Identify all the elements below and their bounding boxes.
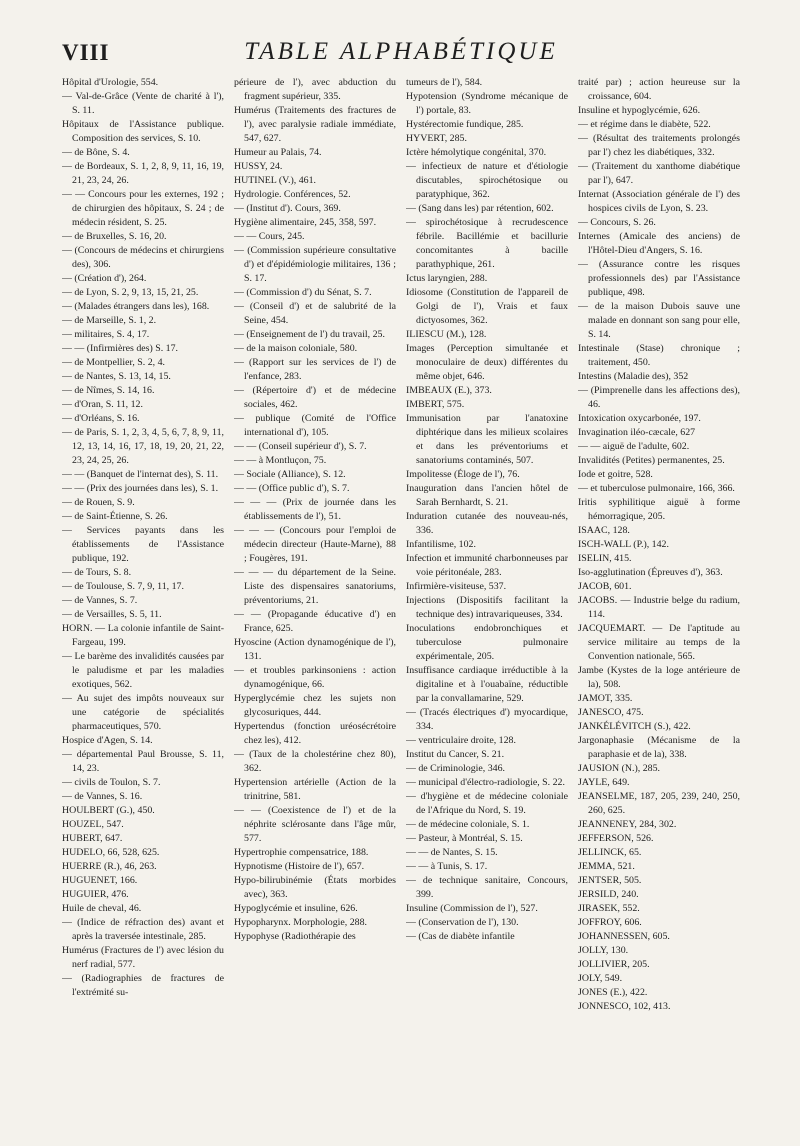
index-entry: — militaires, S. 4, 17. [62,329,150,340]
index-entry: — — (Infirmières des) S. 17. [62,343,179,354]
index-entry: Huile de cheval, 46. [62,903,142,914]
index-entry: JEANSELME, 187, 205, 239, 240, 250, 260, 625. [578,791,740,816]
index-entry: Hypertendus (fonction uréosécrétoire chez les), 412. [234,721,396,746]
index-entry: JEFFERSON, 526. [578,833,654,844]
page-number: VIII [62,40,110,65]
index-entry: IMBERT, 575. [406,399,465,410]
index-entry: — — à Montluçon, 75. [234,455,327,466]
index-entry: — de Vannes, S. 16. [62,791,143,802]
index-entry: Intestins (Maladie des), 352 [578,371,689,382]
index-entry: JAYLE, 649. [578,777,630,788]
index-entry: Hypnotisme (Histoire de l'), 657. [234,861,365,872]
index-entry: — (Résultat des traitements prolongés par l') chez les diabétiques, 332. [578,133,740,158]
index-entry: Images (Perception simultanée et monoculaire de deux) différentes du même objet, 646. [406,343,568,382]
index-entry: HUGUIER, 476. [62,889,129,900]
index-entry: — de médecine coloniale, S. 1. [406,819,530,830]
index-entry: — (Radiographies de fractures de l'extrémité su- [62,973,224,998]
index-entry: — de la maison Dubois sauve une malade en donnant son sang pour elle, S. 14. [578,301,740,340]
index-entry: — Sociale (Alliance), S. 12. [234,469,346,480]
index-entry: JOLY, 549. [578,973,623,984]
index-entry: Infantilisme, 102. [406,539,476,550]
index-entry: — spirochétosique à recrudescence fébrile. Bacillémie et bacillurie concomitantes à bacille parathyphique, 261. [406,217,568,270]
index-entry: — (Commission d') du Sénat, S. 7. [234,287,372,298]
index-entry: — (Pimprenelle dans les affections des), 46. [578,385,740,410]
index-columns [62,76,740,1136]
index-entry: — (Taux de la cholestérine chez 80), 362. [234,749,396,774]
index-entry: HUERRE (R.), 46, 263. [62,861,157,872]
index-entry: Hypertension artérielle (Action de la trinitrine, 581. [234,777,396,802]
index-entry: — de Vannes, S. 7. [62,595,138,606]
index-entry: — (Conseil d') et de salubrité de la Seine, 454. [234,301,396,326]
index-entry: HYVERT, 285. [406,133,467,144]
index-entry: JERSILD, 240. [578,889,639,900]
index-entry: JAUSION (N.), 285. [578,763,661,774]
index-entry: — de la maison coloniale, 580. [234,343,358,354]
index-column-4 [578,76,740,1136]
index-entry: — ventriculaire droite, 128. [406,735,516,746]
index-entry: Humérus (Fractures de l') avec lésion du nerf radial, 577. [62,945,224,970]
index-entry: — (Concours de médecins et chirurgiens des), 306. [62,245,224,270]
index-entry: — (Cas de diabète infantile [406,931,515,942]
index-entry: — de Toulouse, S. 7, 9, 11, 17. [62,581,184,592]
index-entry: Idiosome (Constitution de l'appareil de Golgi de l'), Vrais et faux dictyosomes, 362. [406,287,568,326]
index-entry: Jambe (Kystes de la loge antérieure de la), 508. [578,665,740,690]
index-entry: JONES (E.), 422. [578,987,648,998]
index-entry: HOULBERT (G.), 450. [62,805,155,816]
index-entry: — Val-de-Grâce (Vente de charité à l'), S. 11. [62,91,224,116]
index-entry: HORN. — La colonie infantile de Saint-Fargeau, 199. [62,623,224,648]
index-entry: — d'Orléans, S. 16. [62,413,140,424]
index-entry: — (Traitement du xanthome diabétique par l'), 647. [578,161,740,186]
index-entry: Inauguration dans l'ancien hôtel de Sarah Bernhardt, S. 21. [406,483,568,508]
index-entry: — Au sujet des impôts nouveaux sur une catégorie de spécialités pharmaceutiques, 570. [62,693,224,732]
index-entry: Humérus (Traitements des fractures de l'), avec paralysie radiale immédiate, 547, 627. [234,105,396,144]
index-entry: — (Création d'), 264. [62,273,147,284]
index-entry: — de Rouen, S. 9. [62,497,135,508]
index-entry: — civils de Toulon, S. 7. [62,777,161,788]
index-entry: Hypertrophie compensatrice, 188. [234,847,369,858]
index-entry: — (Conservation de l'), 130. [406,917,519,928]
index-entry: JACOB, 601. [578,581,632,592]
index-entry: — (Indice de réfraction des) avant et après la traversée intestinale, 285. [62,917,224,942]
index-entry: — (Commission supérieure consultative d') et d'épidémiologie militaires, 136 ; S. 17. [234,245,396,284]
index-entry: Hyperglycémie chez les sujets non glycosuriques, 444. [234,693,396,718]
index-entry: — de technique sanitaire, Concours, 399. [406,875,568,900]
index-entry: Infirmière-visiteuse, 537. [406,581,507,592]
index-entry: Jargonaphasie (Mécanisme de la paraphasie et de la), 338. [578,735,740,760]
index-entry: JONNESCO, 102, 413. [578,1001,671,1012]
index-entry: Iritis syphilitique aiguë à forme hémorragique, 205. [578,497,740,522]
index-entry: — de Bône, S. 4. [62,147,130,158]
index-entry: traité par) ; action heureuse sur la croissance, 604. [578,77,740,102]
index-entry: Infection et immunité charbonneuses par voie péritonéale, 283. [406,553,568,578]
index-entry: tumeurs de l'), 584. [406,77,483,88]
index-entry: Induration cutanée des nouveau-nés, 336. [406,511,568,536]
index-entry: Hydrologie. Conférences, 52. [234,189,351,200]
index-entry: — — — (Prix de journée dans les établissements de l'), 51. [234,497,396,522]
index-entry: Hypo-bilirubinémie (États morbides avec), 363. [234,875,396,900]
index-entry: — — de Nantes, S. 15. [406,847,498,858]
index-entry: — (Tracés électriques d') myocardique, 334. [406,707,568,732]
index-entry: — de Versailles, S. 5, 11. [62,609,162,620]
index-entry: — — Cours, 245. [234,231,305,242]
index-entry: JENTSER, 505. [578,875,642,886]
index-entry: Invalidités (Petites) permanentes, 25. [578,455,725,466]
index-entry: Internat (Association générale de l') des hospices civils de Lyon, S. 23. [578,189,740,214]
index-entry: JOLLY, 130. [578,945,629,956]
index-entry: — Services payants dans les établissements de l'Assistance publique, 192. [62,525,224,564]
index-entry: HOUZEL, 547. [62,819,124,830]
index-entry: JEMMA, 521. [578,861,635,872]
index-entry: Immunisation par l'anatoxine diphtérique dans les milieux scolaires et dans les préventoriums et sanatoriums contaminés, 507. [406,413,568,466]
index-entry: — de Nîmes, S. 14, 16. [62,385,155,396]
index-entry: JEANNENEY, 284, 302. [578,819,677,830]
index-entry: — — (Propagande éducative d') en France, 625. [234,609,396,634]
index-entry: Injections (Dispositifs facilitant la technique des) intravariqueuses, 334. [406,595,568,620]
index-entry: Hôpital d'Urologie, 554. [62,77,159,88]
index-entry: — Le barème des invalidités causées par le paludisme et par les maladies exotiques, 562. [62,651,224,690]
index-entry: Invagination iléo-cæcale, 627 [578,427,696,438]
index-entry: — d'hygiène et de médecine coloniale de l'Afrique du Nord, S. 19. [406,791,568,816]
index-entry: — départemental Paul Brousse, S. 11, 14, 23. [62,749,224,774]
index-entry: JELLINCK, 65. [578,847,642,858]
index-entry: — — (Prix des journées dans les), S. 1. [62,483,219,494]
index-entry: — de Marseille, S. 1, 2. [62,315,157,326]
index-entry: JANESCO, 475. [578,707,644,718]
index-entry: Inoculations endobronchiques et tuberculose pulmonaire expérimentale, 205. [406,623,568,662]
index-entry: Hypoglycémie et insuline, 626. [234,903,358,914]
index-entry: Impolitesse (Éloge de l'), 76. [406,469,520,480]
index-entry: Hyoscine (Action dynamogénique de l'), 131. [234,637,396,662]
index-entry: — — à Tunis, S. 17. [406,861,488,872]
index-entry: ISAAC, 128. [578,525,630,536]
index-entry: Ictère hémolytique congénital, 370. [406,147,547,158]
index-entry: — (Sang dans les) par rétention, 602. [406,203,554,214]
index-entry: — et tuberculose pulmonaire, 166, 366. [578,483,735,494]
index-entry: Intestinale (Stase) chronique ; traitement, 450. [578,343,740,368]
index-entry: — de Paris, S. 1, 2, 3, 4, 5, 6, 7, 8, 9, 11, 12, 13, 14, 16, 17, 18, 19, 20, 21, 22, 23, 24, 25, 26. [62,427,224,466]
index-entry: Hypotension (Syndrome mécanique de l') portale, 83. [406,91,568,116]
index-entry: — de Tours, S. 8. [62,567,132,578]
index-entry: — municipal d'électro-radiologie, S. 22. [406,777,565,788]
index-entry: ILIESCU (M.), 128. [406,329,487,340]
index-entry: Hospice d'Agen, S. 14. [62,735,153,746]
index-entry: HUTINEL (V.), 461. [234,175,317,186]
index-entry: HUBERT, 647. [62,833,123,844]
index-entry: Institut du Cancer, S. 21. [406,749,505,760]
index-entry: JACQUEMART. — De l'aptitude au service militaire au temps de la Convention nationale, 565. [578,623,740,662]
index-entry: Humeur au Palais, 74. [234,147,322,158]
index-entry: — et troubles parkinsoniens : action dynamogénique, 66. [234,665,396,690]
index-entry: — de Bordeaux, S. 1, 2, 8, 9, 11, 16, 19, 21, 23, 24, 26. [62,161,224,186]
index-entry: HUGUENET, 166. [62,875,138,886]
index-entry: Hôpitaux de l'Assistance publique. Composition des services, S. 10. [62,119,224,144]
index-entry: HUDELO, 66, 528, 625. [62,847,160,858]
index-entry: — de Nantes, S. 13, 14, 15. [62,371,171,382]
index-entry: Ictus laryngien, 288. [406,273,488,284]
index-entry: Iode et goitre, 528. [578,469,653,480]
index-entry: Hypophyse (Radiothérapie des [234,931,356,942]
index-entry: — — aiguë de l'adulte, 602. [578,441,690,452]
index-entry: Hygiène alimentaire, 245, 358, 597. [234,217,377,228]
index-entry: — publique (Comité de l'Office international d'), 105. [234,413,396,438]
index-entry: — Pasteur, à Montréal, S. 15. [406,833,523,844]
index-entry: JOHANNESSEN, 605. [578,931,670,942]
index-entry: Insuline et hypoglycémie, 626. [578,105,701,116]
index-entry: — — (Banquet de l'internat des), S. 11. [62,469,219,480]
index-entry: — de Lyon, S. 2, 9, 13, 15, 21, 25. [62,287,199,298]
index-entry: — d'Oran, S. 11, 12. [62,399,143,410]
index-entry: — Concours, S. 26. [578,217,656,228]
index-entry: — de Saint-Étienne, S. 26. [62,511,168,522]
index-entry: périeure de l'), avec abduction du fragment supérieur, 335. [234,77,396,102]
index-column-2 [234,76,396,1136]
index-entry: Intoxication oxycarbonée, 197. [578,413,701,424]
index-entry: — (Répertoire d') et de médecine sociales, 462. [234,385,396,410]
index-entry: JIRASEK, 552. [578,903,640,914]
index-entry: — (Assurance contre les risques professionnels des) par l'Assistance publique, 498. [578,259,740,298]
index-entry: Insuline (Commission de l'), 527. [406,903,538,914]
index-column-1 [62,76,224,1136]
index-entry: Hystérectomie fundique, 285. [406,119,524,130]
page-title: TABLE ALPHABÉTIQUE [244,38,558,65]
index-entry: — — — du département de la Seine. Liste des dispensaires sanatoriums, préventoriums, 21. [234,567,396,606]
index-entry: — de Bruxelles, S. 16, 20. [62,231,167,242]
index-entry: ISCH-WALL (P.), 142. [578,539,669,550]
index-entry: — de Criminologie, 346. [406,763,506,774]
index-entry: — infectieux de nature et d'étiologie discutables, spirochétosique ou paratyphique, 362. [406,161,568,200]
index-entry: JACOBS. — Industrie belge du radium, 114. [578,595,740,620]
index-entry: — — (Coexistence de l') et de la néphrite sclérosante dans l'âge mûr, 577. [234,805,396,844]
index-column-3 [406,76,568,1136]
index-entry: ISELIN, 415. [578,553,632,564]
index-entry: IMBEAUX (E.), 373. [406,385,492,396]
index-entry: — (Rapport sur les services de l') de l'enfance, 283. [234,357,396,382]
index-entry: Iso-agglutination (Épreuves d'), 363. [578,567,723,578]
index-entry: JAMOT, 335. [578,693,633,704]
index-entry: — (Enseignement de l') du travail, 25. [234,329,385,340]
index-entry: JANKÉLÉVITCH (S.), 422. [578,721,691,732]
page-header [62,36,740,74]
index-entry: HUSSY, 24. [234,161,283,172]
index-entry: Hypopharynx. Morphologie, 288. [234,917,368,928]
index-entry: JOFFROY, 606. [578,917,642,928]
index-entry: — (Institut d'). Cours, 369. [234,203,341,214]
index-entry: — et régime dans le diabète, 522. [578,119,711,130]
index-entry: — — (Office public d'), S. 7. [234,483,350,494]
index-entry: Insuffisance cardiaque irréductible à la digitaline et à l'ouabaïne, réductible par la convallamarine, 529. [406,665,568,704]
index-entry: Internes (Amicale des anciens) de l'Hôtel-Dieu d'Angers, S. 16. [578,231,740,256]
index-entry: JOLLIVIER, 205. [578,959,650,970]
index-entry: — de Montpellier, S. 2, 4. [62,357,166,368]
index-entry: — — — (Concours pour l'emploi de médecin directeur (Haute-Marne), 88 ; Fougères, 191. [234,525,396,564]
index-entry: — — Concours pour les externes, 192 ; de chirurgien des hôpitaux, S. 24 ; de médecin résident, S. 25. [62,189,224,228]
index-entry: — — (Conseil supérieur d'), S. 7. [234,441,367,452]
index-entry: — (Malades étrangers dans les), 168. [62,301,210,312]
